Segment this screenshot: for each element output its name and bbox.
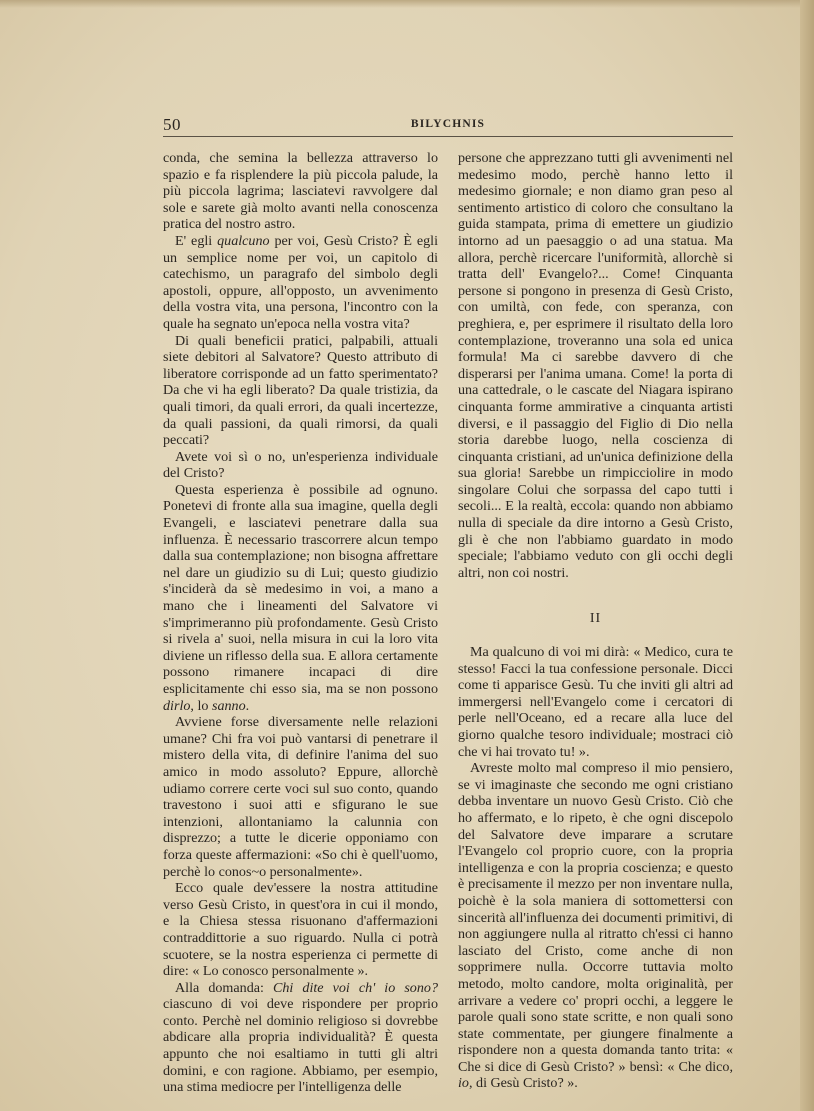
paragraph: persone che apprezzano tutti gli avvenimenti nel medesimo modo, perchè hanno letto il medesimo giornale; e non diamo gran peso al sentimento artistico di coloro che consultano la guida stampata, prima di emettere un giudizio intorno ad un paesaggio o ad una statua. Ma allora, perchè ricercare l'uniformità, allorchè si tratta dell' Evangelo?... Come! Cinquanta persone si pongono in presenza di Gesù Cristo, con umiltà, con fede, con speranza, con preghiera, e, per esprimere il risultato della loro contemplazione, troveranno una sola ed unica formula! Ma ci sarebbe davvero di che disperarsi per l'anima umana. Come! la porta di una cattedrale, o le cascate del Niagara ispirano cinquanta forme ammirative a cinquanta artisti diversi, e il passaggio del Figlio di Dio nella storia darebbe luogo, nella coscienza di cinquanta cristiani, ad un'unica definizione della sua gloria! Sarebbe un rimpicciolire in modo singolare Colui che sorpassa del capo tutti i secoli... E la realtà, eccola: quando non abbiamo nulla di speciale da dire intorno a Gesù Cristo, gli è che non l'abbiamo guardato in modo speciale; l'abbiamo veduto con gli occhi degli altri, non coi nostri. [458,150,733,581]
page-top-shadow [0,0,814,8]
page-number: 50 [163,115,181,134]
running-title: BILYCHNIS [410,118,486,130]
left-column [163,150,438,1096]
page-right-edge [800,0,814,1111]
paragraph: Alla domanda: Chi dite voi ch' io sono? ciascuno di voi deve rispondere per proprio conto. Perchè nel dominio religioso si dovrebbe abdicare alla propria individualità? È questa appunto che noi esaltiamo in tutti gli altri domini, e con ragione. Abbiamo, per esempio, una stima mediocre per l'intelligenza delle [163,979,438,1096]
paragraph: Ma qualcuno di voi mi dirà: « Medico, cura te stesso! Facci la tua confessione personale. Dicci come ti apparisce Gesù. Tu che inviti gli altri ad immergersi nell'Evangelo come i cercatori di perle nell'Oceano, ed a recare alla luce del giorno qualche tesoro individuale; mostraci ciò che vi hai trovato tu! ». [458,644,733,760]
paragraph: Di quali beneficii pratici, palpabili, attuali siete debitori al Salvatore? Questo attributo di liberatore corrisponde ad un fatto sperimentato? Da che vi ha egli liberato? Da quale tristizia, da quali timori, da quali errori, da quali incertezze, da quali passioni, da quali rimorsi, da quali peccati? [163,332,438,449]
page-header [163,112,733,137]
emphasis: io [458,1075,469,1092]
emphasis: dirlo [163,697,191,714]
emphasis: Chi dite voi ch' io sono? [272,979,438,996]
paragraph: Avviene forse diversamente nelle relazioni umane? Chi fra voi può vantarsi di penetrare il mistero della vita, di definire l'anima del suo amico in modo assoluto? Eppure, allorchè udiamo correre certe voci sul suo conto, quando travestono i suoi atti e sfigurano le sue intenzioni, allontaniamo la calunnia con disprezzo; a tutte le dicerie opponiamo con forza queste affermazioni: «So chi è quell'uomo, perchè lo conos~o personalmente». [163,714,438,880]
emphasis: sanno [211,697,246,714]
right-column [458,150,733,1092]
paragraph: conda, che semina la bellezza attraverso lo spazio e fa risplendere la più piccola palude, la più piccola lagrima; lasciatevi ravvolgere dal sole e sarete già molto avanti nella conoscenza pratica del nostro astro. [163,150,438,233]
paragraph: E' egli qualcuno per voi, Gesù Cristo? È egli un semplice nome per voi, un capitolo di catechismo, un paragrafo del simbolo degli apostoli, oppure, all'opposto, un avvenimento della vostra vita, una persona, l'incontro con la quale ha segnato un'epoca nella vostra vita? [163,232,438,332]
paragraph: Questa esperienza è possibile ad ognuno. Ponetevi di fronte alla sua imagine, quella degli Evangeli, e lasciatevi penetrare dalla sua influenza. È necessario trascorrere alcun tempo dalla sua contemplazione; non bisogna affrettare nel dare un giudizio su di Lui; questo giudizio s'inciderà da sè medesimo in voi, a mano a mano che i lineamenti del Salvatore vi s'imprimeranno più profondamente. Gesù Cristo si rivela a' suoi, nella misura in cui la loro vita diviene un riflesso della sua. E allora certamente possono rimanere incapaci di dire esplicitamente chi esso sia, ma se non possono dirlo, lo sanno. [163,481,438,714]
paragraph: Avete voi sì o no, un'esperienza individuale del Cristo? [163,448,438,482]
section-heading: II [589,611,602,627]
paragraph: Ecco quale dev'essere la nostra attitudine verso Gesù Cristo, in quest'ora in cui il mondo, e la Chiesa stessa risuonano d'affermazioni contraddittorie a suo riguardo. Nulla ci potrà scuotere, se la nostra esperienza ci permette di dire: « Lo conosco personalmente ». [163,880,438,980]
emphasis: qualcuno [217,232,270,249]
paragraph: Avreste molto mal compreso il mio pensiero, se vi imaginaste che secondo me ogni cristiano debba inventare un nuovo Gesù Cristo. Ciò che ho affermato, e lo ripeto, è che ogni discepolo del Salvatore deve imparare a scrutare l'Evangelo col proprio cuore, con la propria intelligenza e con la propria coscienza; e questo è precisamente il mezzo per non inventare nulla, poichè è la sola maniera di sottomettersi con sincerità all'influenza dei documenti primitivi, di non aggiungere nulla al ritratto ch'essi ci hanno lasciato del Cristo, come anche di non sopprimere nulla. Occorre tuttavia molto metodo, molto candore, molta originalità, per arrivare a vedere co' propri occhi, a leggere le parole quali sono state scritte, e non quali sono state commentate, per giungere finalmente a rispondere non a questa domanda tanto trita: « Che si dice di Gesù Cristo? » bensì: « Che dico, io, di Gesù Cristo? ». [458,760,733,1092]
